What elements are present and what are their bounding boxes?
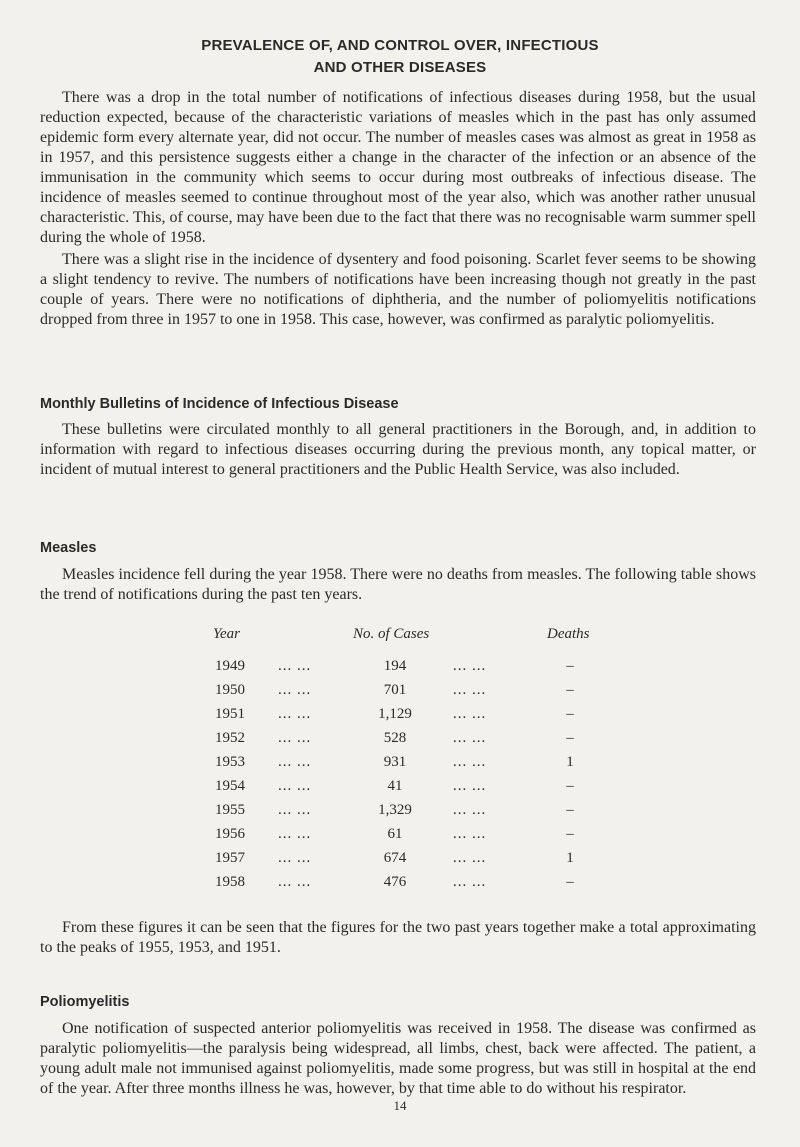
bulletins-paragraph	[40, 420, 756, 480]
dot-leader: ... ...	[278, 730, 312, 746]
poliomyelitis-paragraph	[40, 1019, 756, 1099]
deaths-cell: –	[566, 778, 574, 794]
deaths-cell: 1	[566, 754, 574, 770]
measles-conclusion	[40, 918, 756, 958]
dot-leader: ... ...	[278, 658, 312, 674]
year-cell: 1953	[215, 754, 245, 770]
cases-cell: 931	[383, 754, 407, 770]
year-cell: 1951	[215, 706, 245, 722]
deaths-cell: 1	[566, 850, 574, 866]
year-cell: 1950	[215, 682, 245, 698]
intro-paragraph-1-text: There was a drop in the total number of notifications of infectious diseases during 1958, but the usual reduction expected, because of the characteristic variations of measles which in the past has only assumed epidemic form every alternate year, did not occur. The number of measles cases was almost as great in 1958 as in 1957, and this persistence suggests either a change in the character of the infection or an absence of the immunisation in the community which seems to occur during most outbreaks of infectious disease. The incidence of measles seemed to continue throughout most of the year also, which was another rather unusual characteristic. This, of course, may have been due to the fact that there was no recognisable warm summer spell during the whole of 1958.	[40, 89, 756, 246]
deaths-cell: –	[566, 706, 574, 722]
dot-leader: ... ...	[453, 778, 487, 794]
column-header-deaths: Deaths	[547, 626, 590, 642]
dot-leader: ... ...	[278, 754, 312, 770]
year-cell: 1956	[215, 826, 245, 842]
dot-leader: ... ...	[453, 826, 487, 842]
poliomyelitis-paragraph-text: One notification of suspected anterior poliomyelitis was received in 1958. The disease was confirmed as paralytic poliomyelitis—the paralysis being widespread, all limbs, chest, back were affected. The patient, a young adult male not immunised against poliomyelitis, made some progress, but was still in hospital at the end of the year. After three months illness he was, however, by that time able to do without his respirator.	[40, 1020, 756, 1097]
poliomyelitis-heading: Poliomyelitis	[40, 994, 130, 1010]
page-number: 14	[393, 1098, 407, 1113]
year-cell: 1952	[215, 730, 245, 746]
measles-paragraph-text: Measles incidence fell during the year 1958. There were no deaths from measles. The following table shows the trend of notifications during the past ten years.	[40, 566, 756, 603]
dot-leader: ... ...	[453, 754, 487, 770]
deaths-cell: –	[566, 730, 574, 746]
page-title-line2: AND OTHER DISEASES	[313, 59, 487, 76]
table-row	[0, 826, 800, 846]
intro-paragraph-1	[40, 88, 756, 248]
measles-paragraph	[40, 565, 756, 605]
measles-heading: Measles	[40, 540, 97, 556]
dot-leader: ... ...	[453, 730, 487, 746]
cases-cell: 528	[383, 730, 407, 746]
page-title-line1: PREVALENCE OF, AND CONTROL OVER, INFECTIOUS	[201, 37, 599, 54]
column-header-cases: No. of Cases	[353, 626, 430, 642]
intro-paragraph-2-text: There was a slight rise in the incidence of dysentery and food poisoning. Scarlet fever seems to be showing a slight tendency to revive. The numbers of notifications have been increasing though not greatly in the past couple of years. There were no notifications of diphtheria, and the number of poliomyelitis notifications dropped from three in 1957 to one in 1958. This case, however, was confirmed as paralytic poliomyelitis.	[40, 251, 756, 328]
table-row	[0, 682, 800, 702]
cases-cell: 1,329	[378, 802, 412, 818]
dot-leader: ... ...	[453, 658, 487, 674]
cases-cell: 61	[387, 826, 403, 842]
dot-leader: ... ...	[453, 802, 487, 818]
table-row	[0, 874, 800, 894]
bulletins-paragraph-text: These bulletins were circulated monthly to all general practitioners in the Borough, and, in addition to information with regard to infectious diseases occurring during the previous month, any topical matter, or incident of mutual interest to general practitioners and the Public Health Service, was also included.	[40, 421, 756, 478]
dot-leader: ... ...	[453, 874, 487, 890]
dot-leader: ... ...	[453, 706, 487, 722]
measles-conclusion-text: From these figures it can be seen that the figures for the two past years together make a total approximating to the peaks of 1955, 1953, and 1951.	[40, 919, 756, 956]
dot-leader: ... ...	[278, 826, 312, 842]
bulletins-heading: Monthly Bulletins of Incidence of Infectious Disease	[40, 396, 399, 412]
year-cell: 1954	[215, 778, 245, 794]
deaths-cell: –	[566, 826, 574, 842]
dot-leader: ... ...	[278, 802, 312, 818]
cases-cell: 1,129	[378, 706, 412, 722]
table-row	[0, 754, 800, 774]
dot-leader: ... ...	[278, 706, 312, 722]
intro-paragraph-2	[40, 250, 756, 330]
dot-leader: ... ...	[453, 682, 487, 698]
table-row	[0, 802, 800, 822]
deaths-cell: –	[566, 802, 574, 818]
dot-leader: ... ...	[453, 850, 487, 866]
cases-cell: 194	[383, 658, 407, 674]
cases-cell: 674	[383, 850, 407, 866]
dot-leader: ... ...	[278, 682, 312, 698]
cases-cell: 701	[383, 682, 407, 698]
dot-leader: ... ...	[278, 850, 312, 866]
dot-leader: ... ...	[278, 778, 312, 794]
cases-cell: 476	[383, 874, 407, 890]
year-cell: 1958	[215, 874, 245, 890]
table-row	[0, 658, 800, 678]
table-row	[0, 778, 800, 798]
cases-cell: 41	[387, 778, 403, 794]
deaths-cell: –	[566, 658, 574, 674]
table-row	[0, 730, 800, 750]
table-row	[0, 850, 800, 870]
column-header-year: Year	[213, 626, 240, 642]
deaths-cell: –	[566, 682, 574, 698]
table-row	[0, 706, 800, 726]
year-cell: 1957	[215, 850, 245, 866]
dot-leader: ... ...	[278, 874, 312, 890]
year-cell: 1949	[215, 658, 245, 674]
deaths-cell: –	[566, 874, 574, 890]
year-cell: 1955	[215, 802, 245, 818]
